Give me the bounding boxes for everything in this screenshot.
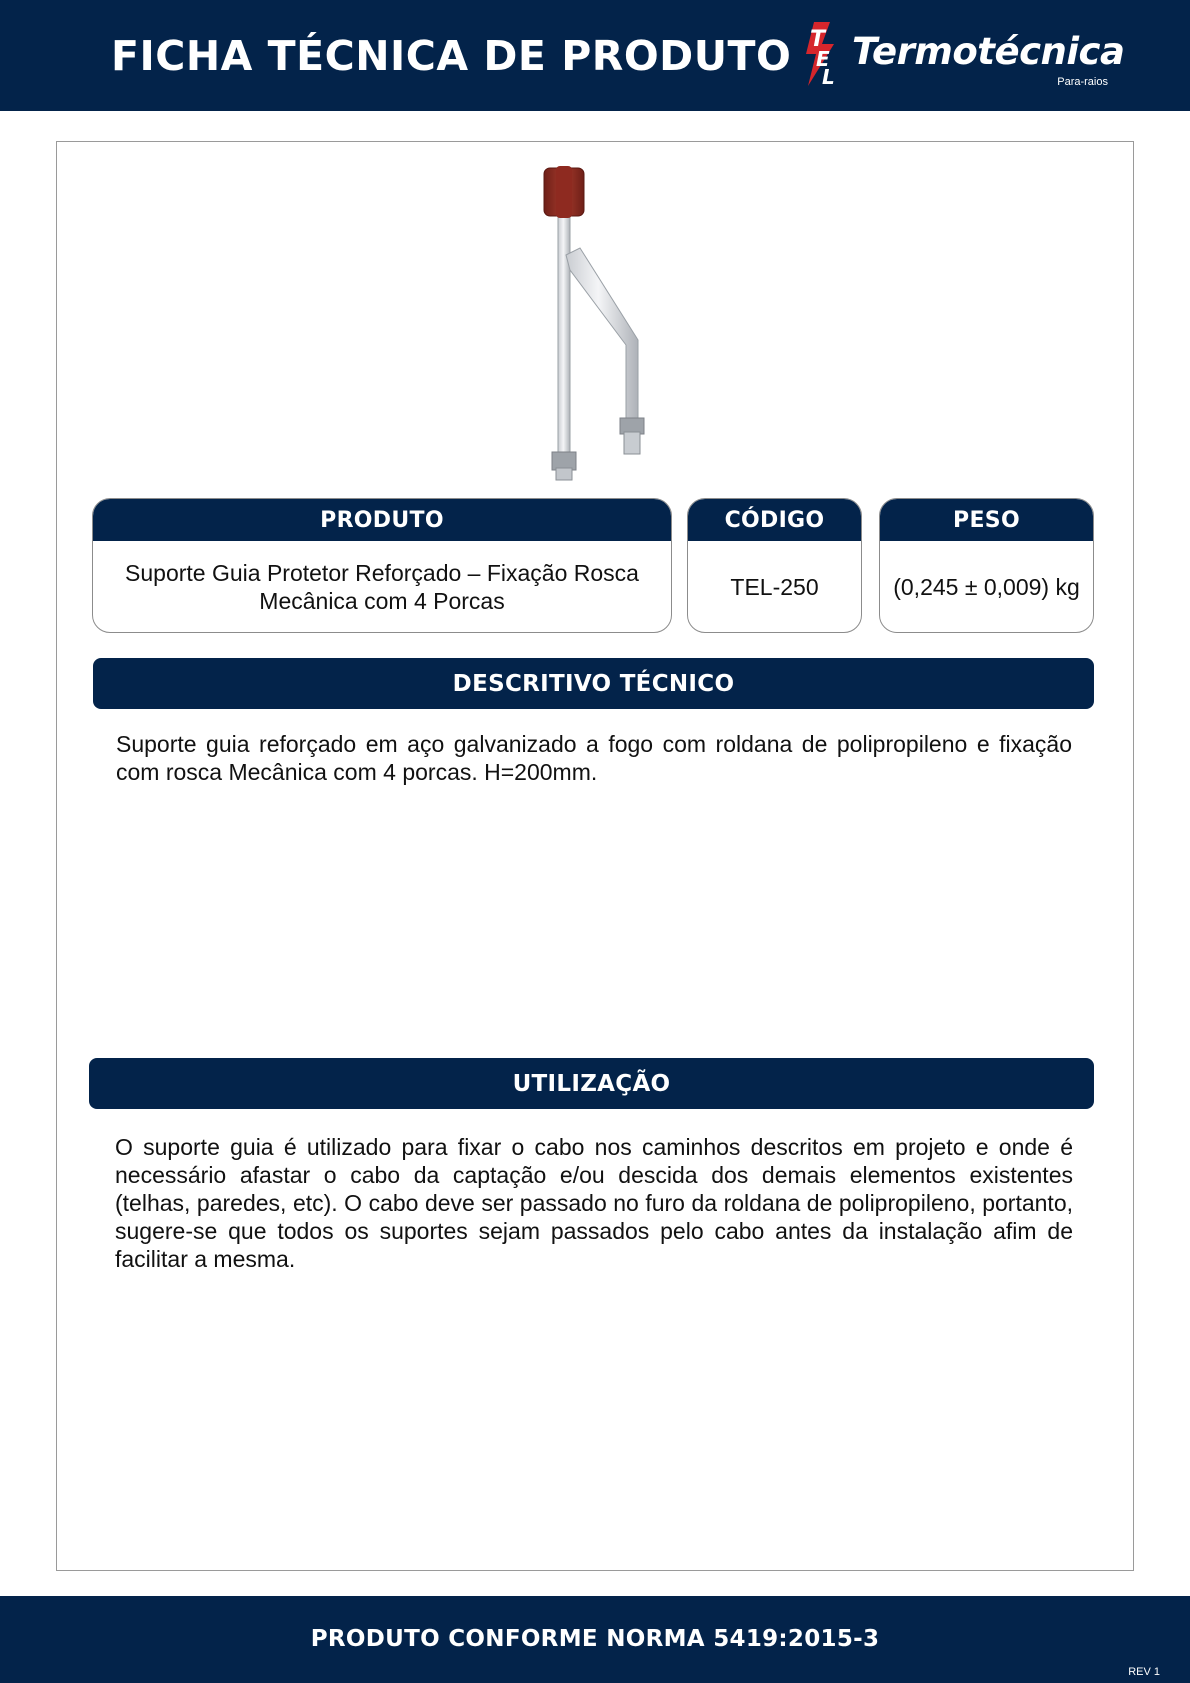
company-logo <box>800 20 1125 92</box>
revision-label: REV 1 <box>1128 1666 1160 1678</box>
produto-value: Suporte Guia Protetor Reforçado – Fixação Rosca Mecânica com 4 Porcas <box>125 560 639 614</box>
peso-card <box>879 498 1094 633</box>
produto-card <box>92 498 672 633</box>
codigo-label: CÓDIGO <box>688 499 861 541</box>
header-bar <box>0 0 1190 111</box>
utilizacao-heading: UTILIZAÇÃO <box>89 1058 1094 1109</box>
codigo-card <box>687 498 862 633</box>
svg-text:T: T <box>810 27 826 52</box>
page-title: FICHA TÉCNICA DE PRODUTO <box>111 32 792 80</box>
codigo-value: TEL-250 <box>730 574 819 600</box>
product-photo-support-guide-icon <box>530 160 690 485</box>
produto-label: PRODUTO <box>93 499 671 541</box>
svg-text:L: L <box>822 65 835 88</box>
logo-name: Termotécnica <box>852 30 1125 73</box>
peso-label: PESO <box>880 499 1093 541</box>
svg-text:E: E <box>816 47 830 71</box>
utilizacao-text: O suporte guia é utilizado para fixar o cabo nos caminhos descritos em projeto e onde é necessário afastar o cabo da captação e/ou descida dos demais elementos existentes (telhas, paredes, etc). O cabo deve ser passado no furo da roldana de polipropileno, portanto, sugere-se que todos os suportes sejam passados pelo cabo antes da instalação afim de facilitar a mesma. <box>115 1134 1073 1272</box>
footer-bar <box>0 1596 1190 1683</box>
descritivo-heading: DESCRITIVO TÉCNICO <box>93 658 1094 709</box>
logo-subtitle: Para-raios <box>1057 76 1108 88</box>
tel-logo-mark-icon <box>800 20 848 88</box>
descritivo-text: Suporte guia reforçado em aço galvanizado a fogo com roldana de polipropileno e fixação com rosca Mecânica com 4 porcas. H=200mm. <box>116 731 1072 785</box>
peso-value: (0,245 ± 0,009) kg <box>893 574 1080 600</box>
norma-statement: PRODUTO CONFORME NORMA 5419:2015-3 <box>310 1626 880 1652</box>
